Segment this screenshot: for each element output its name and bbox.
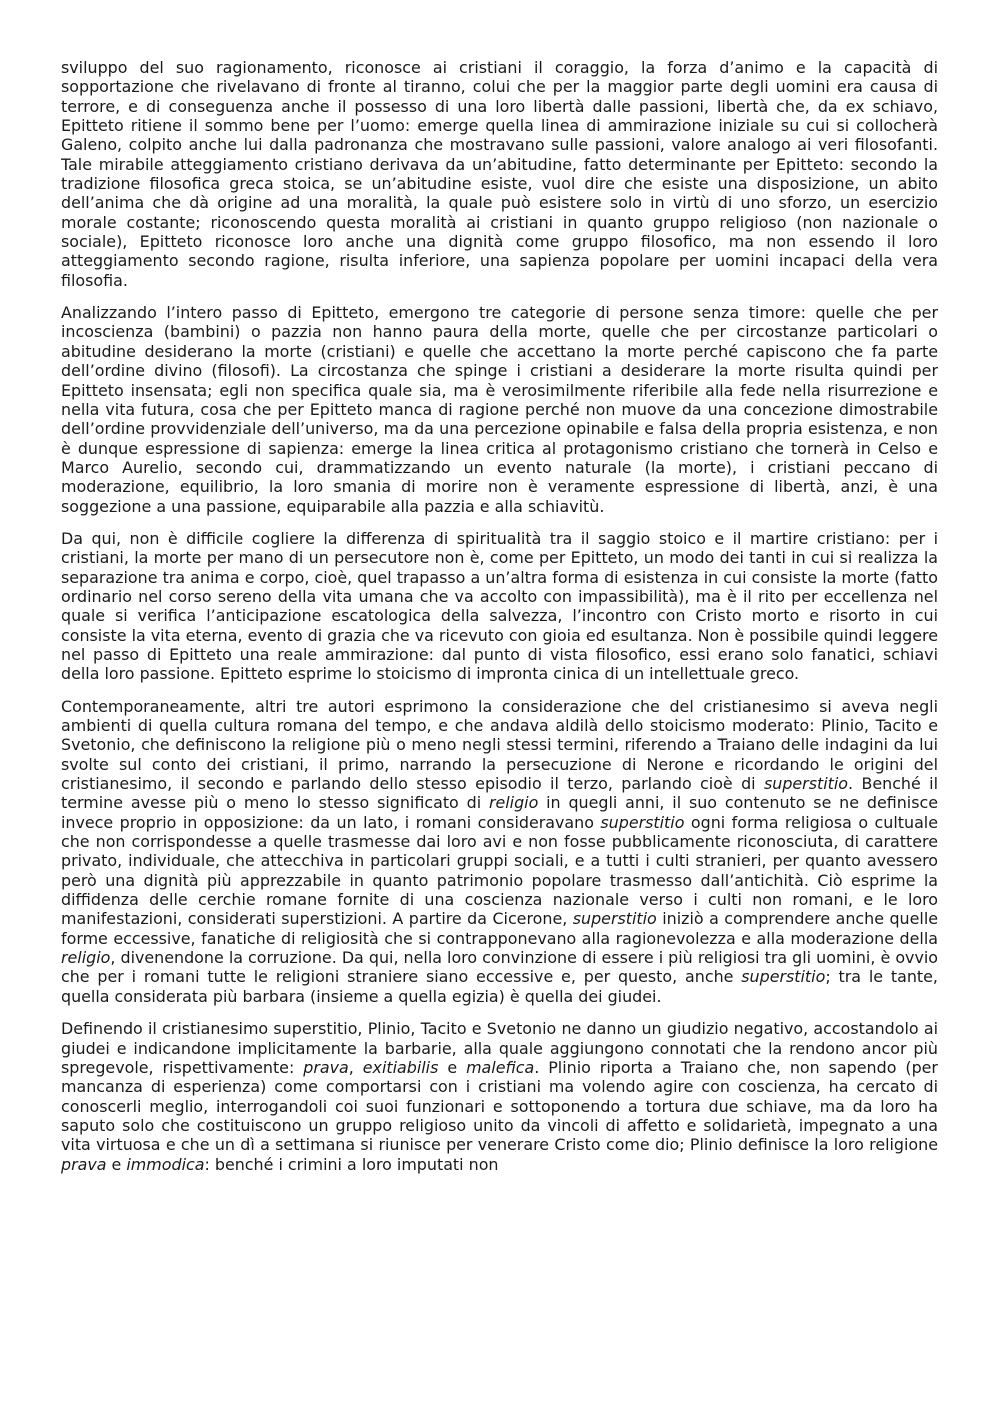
text-run: . Benché il termine avesse più o meno lo stesso significato di [61,774,938,813]
text-run: e [438,1057,467,1077]
italic-term: religio [488,793,539,813]
text-run: : benché i crimini a loro imputati non [204,1154,499,1174]
text-run: ; tra le tante, quella considerata più barbara (insieme a quella egizia) è quella dei giudei. [61,967,938,1006]
text-run: Contemporaneamente, altri tre autori esprimono la considerazione che del cristianesimo si aveva negli ambienti di quella cultura romana del tempo, e che andava aldilà dello stoicismo moderato: Plinio, Tacito e Svetonio, che definiscono la religione più o meno negli stessi termini, riferendo a Traiano delle indagini da lui svolte sul conto dei cristiani, il primo, narrando la persecuzione di Nerone e ricordando le origini del cristianesimo, il secondo e parlando dello stesso episodio il terzo, parlando cioè di [61,696,938,794]
italic-term: superstitio [741,967,826,987]
text-run: Analizzando l’intero passo di Epitteto, emergono tre categorie di persone senza timore: quelle che per incoscienza (bambini) o pazzia non hanno paura della morte, quelle che per circostanze particolari o abitudine desiderano la morte (cristiani) e quelle che accettano la morte perché capiscono che fa parte dell’ordine divino (filosofi). La circostanza che spinge i cristiani a desiderare la morte risulta quindi per Epitteto insensata; egli non specifica quale sia, ma è verosimilmente riferibile alla fede nella risurrezione e nella vita futura, cosa che per Epitteto manca di ragione perché non muove da una concezione dimostrabile dell’ordine provvidenziale dell’universo, ma da una percezione opinabile e falsa della propria esistenza, e non è dunque espressione di sapienza: emerge la linea critica al protagonismo cristiano che tornerà in Celso e Marco Aurelio, secondo cui, drammatizzando un evento naturale (la morte), i cristiani peccano di moderazione, equilibrio, la loro smania di morire non è veramente espressione di libertà, anzi, è una soggezione a una passione, equiparabile alla pazzia e alla schiavitù. [61,303,938,516]
italic-term: prava [61,1154,107,1174]
italic-term: superstitio [600,812,685,832]
text-run: sviluppo del suo ragionamento, riconosce ai cristiani il coraggio, la forza d’animo e la capacità di sopportazione che rivelavano di fronte al tiranno, colui che per la maggior parte degli uomini era causa di terrore, e di conseguenza anche il possesso di una loro libertà dalle passioni, libertà che, da ex schiavo, Epitteto ritiene il sommo bene per l’uomo: emerge quella linea di ammirazione iniziale su cui si collocherà Galeno, colpito anche lui dalla padronanza che mostravano sulle passioni, valore analogo ai veri filosofanti. Tale mirabile atteggiamento cristiano derivava da un’abitudine, fatto determinante per Epitteto: secondo la tradizione filosofica greca stoica, se un’abitudine esiste, vuol dire che esiste una disposizione, un abito dell’anima che dà origine ad una moralità, la quale può esistere solo in virtù di uno sforzo, un esercizio morale costante; riconoscendo questa moralità ai cristiani in quanto gruppo religioso (non nazionale o sociale), Epitteto riconosce loro anche una dignità come gruppo filosofico, ma non essendo il loro atteggiamento secondo ragione, risulta inferiore, una sapienza popolare per uomini incapaci della vera filosofia. [61,58,938,290]
text-run: Definendo il cristianesimo superstitio, Plinio, Tacito e Svetonio ne danno un giudizio negativo, accostandolo ai giudei e indicandone implicitamente la barbarie, alla quale aggiungono connotati che la rendono ancor più spregevole, rispettivamente: [61,1019,938,1077]
paragraph-2 [61,303,938,516]
document-body [61,58,938,1187]
italic-term: prava [303,1057,349,1077]
text-run: , divenendone la corruzione. Da qui, nella loro convinzione di essere i più religiosi tra gli uomini, è ovvio che per i romani tutte le religioni straniere siano eccessive e, per questo, anche [61,948,938,987]
paragraph-3 [61,529,938,684]
paragraph-5 [61,1019,938,1174]
italic-term: immodica [126,1154,205,1174]
text-run: iniziò a comprendere anche quelle forme eccessive, fanatiche di religiosità che si contrapponevano alla ragionevolezza e alla moderazione della [61,909,939,948]
italic-term: superstitio [763,774,849,794]
paragraph-4 [61,697,938,1007]
text-run: , [348,1057,363,1077]
text-run: in quegli anni, il suo contenuto se ne definisce invece proprio in opposizione: da un lato, i romani consideravano [61,793,939,832]
italic-term: superstitio [572,909,657,929]
paragraph-1 [61,58,938,290]
text-run: . Plinio riporta a Traiano che, non sapendo (per mancanza di esperienza) come comportarsi con i cristiani ma volendo agire con coscienza, ha cercato di conoscerli meglio, interrogandoli coi suoi funzionari e sottoponendo a tortura due schiave, ma da loro ha saputo solo che costituiscono un gruppo religioso unito da vincoli di affetto e solidarietà, impegnato a una vita virtuosa e che un dì a settimana si riunisce per venerare Cristo come dio; Plinio definisce la loro religione [61,1057,938,1155]
italic-term: religio [61,948,111,968]
italic-term: malefica [466,1057,535,1077]
italic-term: exitiabilis [362,1057,439,1077]
text-run: ogni forma religiosa o cultuale che non corrispondesse a quelle trasmesse dai loro avi e non fosse pubblicamente riconosciuta, di carattere privato, individuale, che attecchiva in particolari gruppi sociali, e a tutti i culti stranieri, per quanto avessero però una dignità più apprezzabile in quanto patrimonio popolare trasmesso dall’antichità. Ciò esprime la diffidenza delle cerchie romane fornite di una coscienza nazionale verso i culti non romani, e le loro manifestazioni, considerati superstizioni. A partire da Cicerone, [61,812,938,929]
text-run: e [106,1154,127,1174]
text-run: Da qui, non è difficile cogliere la differenza di spiritualità tra il saggio stoico e il martire cristiano: per i cristiani, la morte per mano di un persecutore non è, come per Epitteto, un modo dei tanti in cui si realizza la separazione tra anima e corpo, cioè, quel trapasso a un’altra forma di esistenza in cui consiste la morte (fatto ordinario nel corso sereno della vita umana che va accolto con impassibilità), ma è il rito per eccellenza nel quale si verifica l’anticipazione escatologica della salvezza, l’incontro con Cristo morto e risorto in cui consiste la vita eterna, evento di grazia che va ricevuto con gioia ed esultanza. Non è possibile quindi leggere nel passo di Epitteto una reale ammirazione: dal punto di vista filosofico, essi erano solo fanatici, schiavi della loro passione. Epitteto esprime lo stoicismo di impronta cinica di un intellettuale greco. [61,528,938,684]
